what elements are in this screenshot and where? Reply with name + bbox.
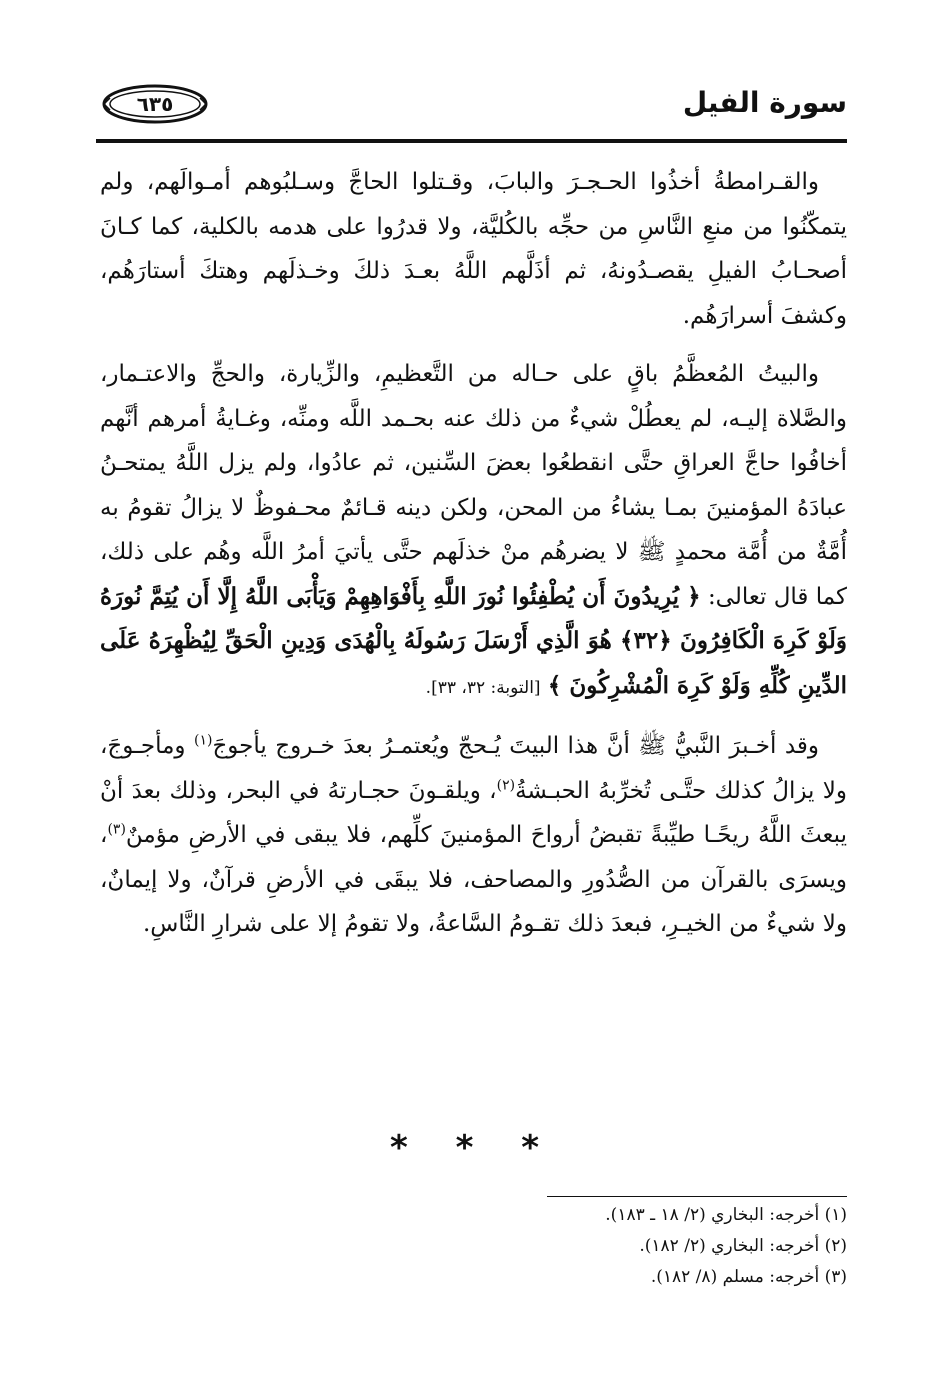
- footnote-divider: [547, 1196, 847, 1197]
- surah-title: سورة الفيل: [682, 86, 847, 119]
- footnotes: [347, 1200, 847, 1293]
- footnote-2: (٢) أخرجه: البخاري (٢/ ١٨٢).: [639, 1236, 847, 1256]
- paragraph-2: [100, 352, 847, 710]
- main-text: [100, 160, 847, 961]
- paragraph-text: والبيتُ المُعظَّمُ باقٍ على حـاله من التَّعظيمِ، والزِّيارة، والحجِّ والاعتـمار، والصَّلاة إليـه، لم يعطُلْ شيءٌ من ذلك عنه بحـمد اللَّه ومنِّه، وغـايةُ أمرهم أنَّهم أخافُوا حاجَّ العراقِ حتَّى انقطعُوا بعضَ السِّنين، ثم عادُوا، ولم يزل اللَّهُ يمتحـنُ عبادَهُ المؤمنينَ بمـا يشاءُ من المحن، ولكن دينه قـائمٌ محـفوظٌ لا يزالُ تقومُ به أُمَّةٌ من أُمَّة محمدٍ ﷺ لا يضرهُم منْ خذلَهم حتَّى يأتيَ أمرُ اللَّه وهُم على ذلك، كما قال تعالى:: [100, 361, 848, 610]
- footnote-marker-2[interactable]: (٢): [496, 776, 516, 793]
- paragraph-text: وقد أخـبرَ النَّبيُّ ﷺ أنَّ هذا البيتَ يُـحجّ ويُعتمـرُ بعدَ خـروج يأجوجَ: [212, 733, 819, 759]
- footnote-marker-3[interactable]: (٣): [107, 821, 126, 838]
- quran-verse: ﴿ يُرِيدُونَ أَن يُطْفِئُوا نُورَ اللَّهِ بِأَفْوَاهِهِمْ وَيَأْبَى اللَّهُ إِلَّا أَن يُتِمَّ نُورَهُ وَلَوْ كَرِهَ الْكَافِرُونَ ﴿٣٢﴾ هُوَ الَّذِي أَرْسَلَ رَسُولَهُ بِالْهُدَى وَدِينِ الْحَقِّ لِيُظْهِرَهُ عَلَى الدِّينِ كُلِّهِ وَلَوْ كَرِهَ الْمُشْرِكُونَ ﴾: [100, 582, 847, 699]
- header-divider: [96, 139, 847, 143]
- paragraph-text: ، ويسرَى بالقرآن من الصُّدُورِ والمصاحف، فلا يبقَى في الأرضِ قرآنٌ، ولا إيمانٌ، ولا شيءٌ من الخيـرِ، فبعدَ ذلك تقـومُ السَّاعةُ، ولا تقومُ إلا على شرارِ النَّاسِ.: [100, 822, 847, 937]
- page-header: [96, 78, 847, 134]
- paragraph-text: ومأجـوجَ، ولا يزالُ كذلك حتَّـى تُخرِّبهُ الحبـشةُ: [100, 733, 847, 804]
- paragraph-3: [100, 724, 847, 947]
- footnote-1: (١) أخرجه: البخاري (٢/ ١٨ ـ ١٨٣).: [605, 1205, 847, 1225]
- paragraph-text: ، ويلقـونَ حجـارتهُ في البحر، وذلك بعدَ أنْ يبعثَ اللَّهُ ريحًـا طيِّبةً تقبضُ أرواحَ المؤمنينَ كلِّهم، فلا يبقى في الأرضِ مؤمنٌ: [100, 777, 847, 848]
- paragraph-1: [100, 160, 847, 338]
- page-number-badge: [102, 84, 208, 124]
- page-number: ٦٣٥: [136, 92, 174, 116]
- paragraph-text: والقـرامطةُ أخذُوا الحـجـرَ والبابَ، وقـتلوا الحاجَّ وسـلبُوهم أمـوالَهم، ولم يتمكّنُوا من منعِ النَّاسِ من حجِّه بالكُليَّة، ولا قدرُوا على هدمه بالكلية، كما كـانَ أصحـابُ الفيلِ يقصـدُونهُ، ثم أذَلَّهم اللَّهُ بعـدَ ذلكَ وخـذلَهم وهتكَ أستارَهُم، وكشفَ أسرارَهُم.: [100, 169, 847, 329]
- verse-reference: [التوبة: ٣٢، ٣٣].: [425, 677, 541, 698]
- section-separator: * * *: [389, 1128, 557, 1168]
- footnote-marker-1[interactable]: (١): [193, 732, 213, 749]
- footnote-3: (٣) أخرجه: مسلم (٨/ ١٨٢).: [650, 1267, 847, 1287]
